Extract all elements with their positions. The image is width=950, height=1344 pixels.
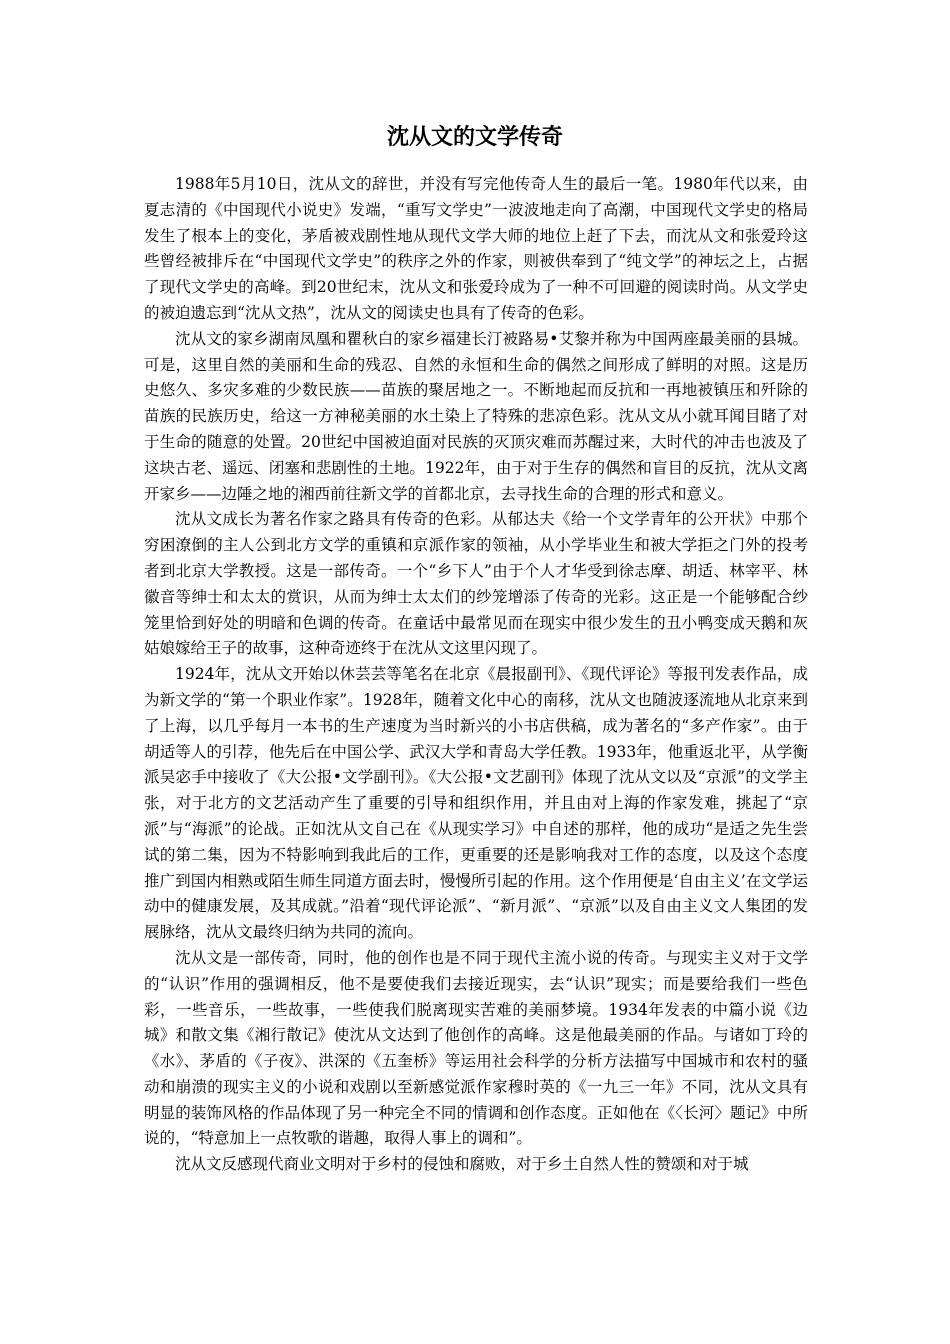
document-title: 沈从文的文学传奇 xyxy=(386,125,563,150)
paragraph-3: 沈从文成长为著名作家之路具有传奇的色彩。从郁达夫《给一个文学青年的公开状》中那个穷困潦倒的主人公到北方文学的重镇和京派作家的领袖，从小学毕业生和被大学拒之门外的投考者到北京大学教授。这是一部传奇。一个“乡下人”由于个人才华受到徐志摩、胡适、林宰平、林徽音等绅士和太太的赏识，从而为绅士太太们的纱笼增添了传奇的光彩。这正是一个能够配合纱笼里恰到好处的明暗和色调的传奇。在童话中最常见而在现实中很少发生的丑小鸭变成天鹅和灰姑娘嫁给王子的故事，这种奇迹终于在沈从文这里闪现了。 xyxy=(144,510,808,658)
paragraph-5: 沈从文是一部传奇，同时，他的创作也是不同于现代主流小说的传奇。与现实主义对于文学的“认识”作用的强调相反，他不是要使我们去接近现实，去“认识”现实；而是要给我们一些色彩，一些音乐，一些故事，一些使我们脱离现实苦难的美丽梦境。1934年发表的中篇小说《边城》和散文集《湘行散记》使沈从文达到了他创作的高峰。这是他最美丽的作品。与诸如丁玲的《水》、茅盾的《子夜》、洪深的《五奎桥》等运用社会科学的分析方法描写中国城市和农村的骚动和崩溃的现实主义的小说和戏剧以至新感觉派作家穆时英的《一九三一年》不同，沈从文具有明显的装饰风格的作品体现了另一种完全不同的情调和创作态度。正如他在《〈长河〉题记》中所说的，“特意加上一点牧歌的谐趣，取得人事上的调和”。 xyxy=(144,948,808,1148)
paragraph-4: 1924年，沈从文开始以休芸芸等笔名在北京《晨报副刊》、《现代评论》等报刊发表作品，成为新文学的“第一个职业作家”。1928年，随着文化中心的南移，沈从文也随波逐流地从北京来到了上海，以几乎每月一本书的生产速度为当时新兴的小书店供稿，成为著名的“多产作家”。由于胡适等人的引荐，他先后在中国公学、武汉大学和青岛大学任教。1933年，他重返北平，从学衡派吴宓手中接收了《大公报•文学副刊》。《大公报•文艺副刊》体现了沈从文以及“京派”的文学主张，对于北方的文艺活动产生了重要的引导和组织作用，并且由对上海的作家发难，挑起了“京派”与“海派”的论战。正如沈从文自己在《从现实学习》中自述的那样，他的成功“是适之先生尝试的第二集，因为不特影响到我此后的工作，更重要的还是影响我对工作的态度，以及这个态度推广到国内相熟或陌生师生同道方面去时，慢慢所引起的作用。这个作用便是‘自由主义’在文学运动中的健康发展，及其成就。”沿着“现代评论派”、“新月派”、“京派”以及自由主义文人集团的发展脉络，沈从文最终归纳为共同的流向。 xyxy=(144,665,808,942)
paragraph-6: 沈从文反感现代商业文明对于乡村的侵蚀和腐败，对于乡土自然人性的赞颂和对于城 xyxy=(175,1155,749,1174)
paragraph-1: 1988年5月10日，沈从文的辞世，并没有写完他传奇人生的最后一笔。1980年代以来，由夏志清的《中国现代小说史》发端，“重写文学史”一波波地走向了高潮，中国现代文学史的格局发生了根本上的变化，茅盾被戏剧性地从现代文学大师的地位上赶了下去，而沈从文和张爱玲这些曾经被排斥在“中国现代文学史”的秩序之外的作家，则被供奉到了“纯文学”的神坛之上，占据了现代文学史的高峰。到20世纪末，沈从文和张爱玲成为了一种不可回避的阅读时尚。从文学史的被迫遗忘到“沈从文热”，沈从文的阅读史也具有了传奇的色彩。 xyxy=(144,175,808,322)
paragraph-2: 沈从文的家乡湖南凤凰和瞿秋白的家乡福建长汀被路易•艾黎并称为中国两座最美丽的县城。可是，这里自然的美丽和生命的残忍、自然的永恒和生命的偶然之间形成了鲜明的对照。这是历史悠久、多灾多难的少数民族——苗族的聚居地之一。不断地起而反抗和一再地被镇压和歼除的苗族的民族历史，给这一方神秘美丽的水土染上了特殊的悲凉色彩。沈从文从小就耳闻目睹了对于生命的随意的处置。20世纪中国被迫面对民族的灭顶灾难而苏醒过来，大时代的冲击也波及了这块古老、遥远、闭塞和悲剧性的土地。1922年，由于对于生存的偶然和盲目的反抗，沈从文离开家乡——边陲之地的湘西前往新文学的首都北京，去寻找生命的合理的形式和意义。 xyxy=(144,329,808,503)
document-body xyxy=(144,172,808,1178)
